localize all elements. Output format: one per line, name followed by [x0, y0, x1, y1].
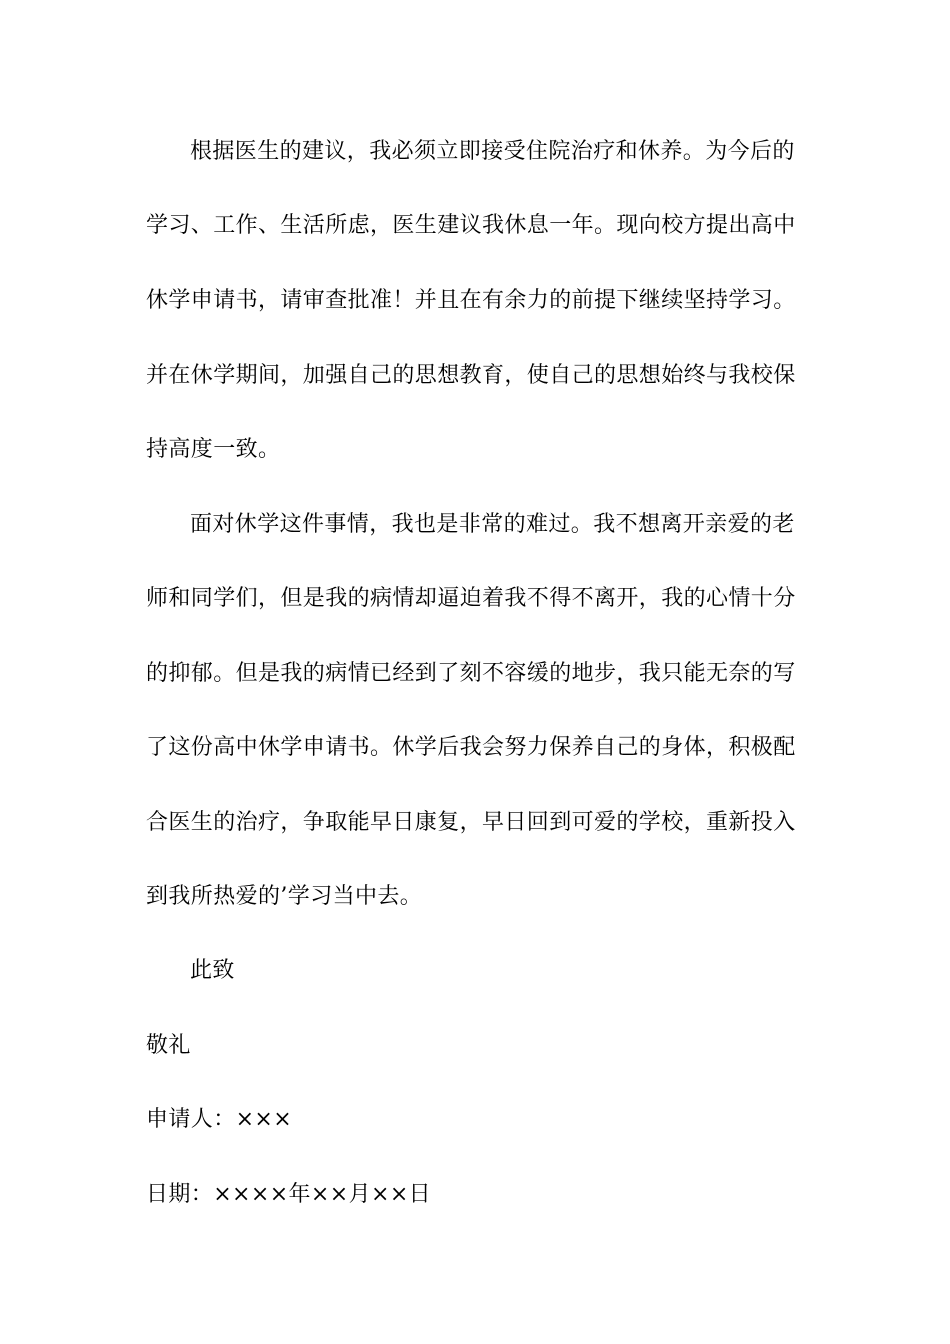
paragraph-line: 师和同学们，但是我的病情却逼迫着我不得不离开，我的心情十分	[146, 586, 796, 611]
paragraph-line: 到我所热爱的’学习当中去。	[146, 884, 423, 909]
paragraph-line: 休学申请书，请审查批准！并且在有余力的前提下继续坚持学习。	[146, 288, 796, 313]
paragraph-line: 持高度一致。	[146, 437, 281, 462]
paragraph-line: 的抑郁。但是我的病情已经到了刻不容缓的地步，我只能无奈的写	[146, 661, 796, 686]
applicant-line: 申请人：×××	[146, 1107, 293, 1132]
paragraph-line: 面对休学这件事情，我也是非常的难过。我不想离开亲爱的老	[190, 512, 795, 537]
paragraph-line: 了这份高中休学申请书。休学后我会努力保养自己的身体，积极配	[146, 735, 796, 760]
date-line: 日期：××××年××月××日	[146, 1182, 432, 1207]
closing-text: 此致	[190, 958, 235, 983]
paragraph-line: 合医生的治疗，争取能早日康复，早日回到可爱的学校，重新投入	[146, 810, 796, 835]
paragraph-line: 并在休学期间，加强自己的思想教育，使自己的思想始终与我校保	[146, 363, 796, 388]
paragraph-line: 根据医生的建议，我必须立即接受住院治疗和休养。为今后的	[190, 139, 795, 164]
paragraph-line: 学习、工作、生活所虑，医生建议我休息一年。现向校方提出高中	[146, 213, 796, 238]
salute-text: 敬礼	[146, 1033, 191, 1058]
